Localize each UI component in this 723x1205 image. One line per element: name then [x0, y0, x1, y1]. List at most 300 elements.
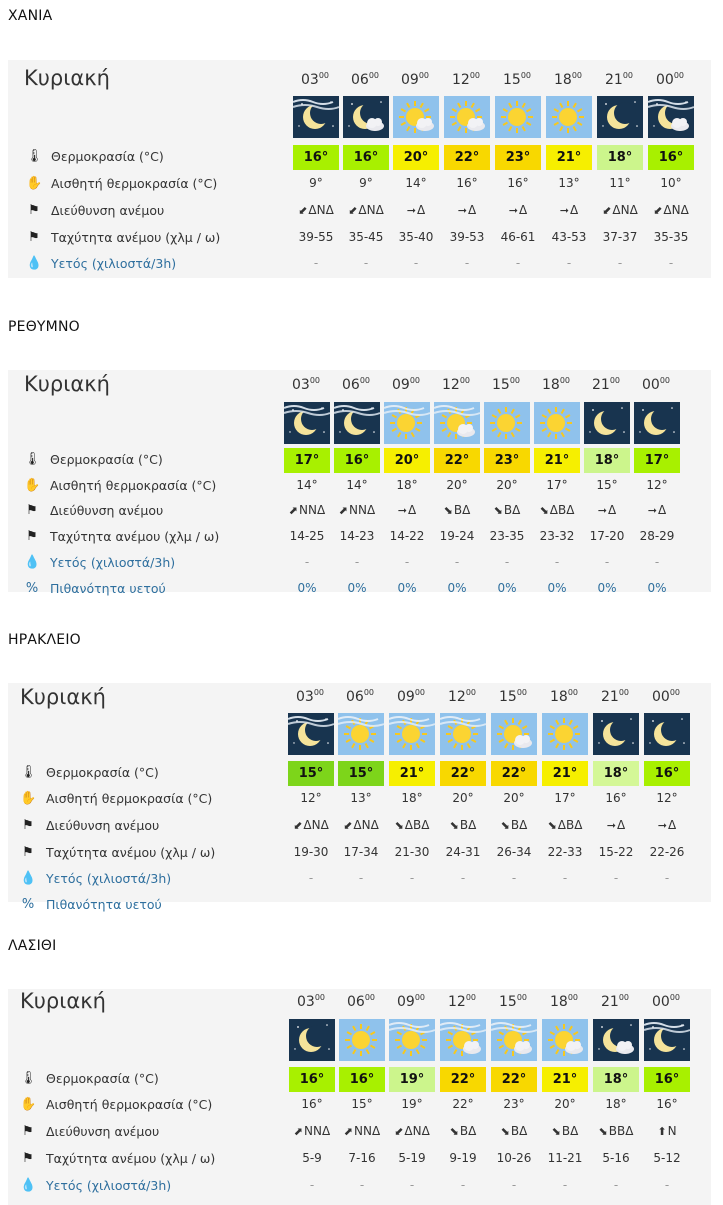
hour-value: 12: [447, 994, 466, 1010]
wind-direction-cell: [541, 1124, 589, 1138]
hour-header: [495, 71, 539, 88]
hour-value: 00: [651, 689, 670, 705]
hour-minutes: 00: [465, 993, 476, 1002]
rain-cell: -: [668, 256, 674, 270]
feels-like-cell: 9°: [309, 176, 323, 190]
hour-value: 15: [491, 377, 510, 393]
wind-speed-cell: 17-20: [589, 529, 625, 543]
rain-cell: -: [617, 256, 623, 270]
hand-icon: ✋: [20, 791, 37, 806]
sun-icon: [495, 96, 541, 138]
feels-like-cell: 20°: [452, 791, 474, 805]
wind-speed-cell: 10-26: [496, 1151, 532, 1165]
rain-cell: -: [554, 555, 560, 569]
hour-minutes: 00: [309, 376, 320, 385]
wind-direction-text: ΔΝΔ: [308, 203, 334, 217]
hour-header: [534, 376, 578, 393]
hour-value: 03: [291, 377, 310, 393]
hour-header: [491, 688, 535, 705]
rain-label: Υετός (χιλιοστά/3h): [50, 555, 176, 570]
wind-arrow-icon: ⬊: [449, 1125, 459, 1138]
wind-arrow-icon: ➞: [457, 204, 467, 217]
sun-cloud-icon: [542, 1019, 588, 1061]
wind-arrow-icon: ➞: [597, 504, 607, 517]
feels-like-cell: 16°: [456, 176, 478, 190]
wind-direction-text: ΒΒΔ: [608, 1124, 634, 1138]
rain-probability-cell: 0%: [647, 581, 667, 595]
hour-value: 12: [447, 689, 466, 705]
hour-header: [491, 993, 535, 1010]
rain-cell: -: [460, 871, 466, 885]
sun-icon: [534, 402, 580, 444]
feels-like-cell: 16°: [507, 176, 529, 190]
wind-speed-cell: 28-29: [639, 529, 675, 543]
wind-direction-text: ΒΔ: [459, 1124, 477, 1138]
wind-arrow-icon: ⬈: [343, 1125, 354, 1138]
speed-label: Ταχύτητα ανέμου (χλμ / ω): [46, 1151, 216, 1166]
hour-minutes: 00: [418, 71, 429, 80]
wind-direction-cell: [596, 203, 644, 217]
hour-header: [634, 376, 678, 393]
hour-header: [584, 376, 628, 393]
wind-speed-cell: 5-19: [398, 1151, 426, 1165]
wind-arrow-icon: ⬊: [443, 504, 453, 517]
hour-minutes: 00: [516, 993, 527, 1002]
hour-minutes: 00: [669, 688, 680, 697]
wind-speed-cell: 21-30: [394, 845, 430, 859]
wind-direction-text: ΔΒΔ: [557, 818, 583, 832]
wind-direction-cell: [288, 1124, 336, 1138]
moon-icon: [644, 713, 690, 755]
sun-haze-icon: [389, 1019, 435, 1061]
hour-minutes: 00: [618, 688, 629, 697]
rain-probability-cell: 0%: [597, 581, 617, 595]
wind-speed-cell: 39-53: [449, 230, 485, 244]
hour-header: [384, 376, 428, 393]
prob-label: Πιθανότητα υετού: [50, 581, 166, 596]
forecast-card: [8, 989, 711, 1205]
hour-value: 03: [295, 689, 314, 705]
sun-haze-icon: [338, 713, 384, 755]
hour-value: 00: [651, 994, 670, 1010]
wind-arrow-icon: ⬊: [500, 1125, 510, 1138]
wind-arrow-icon: ➞: [559, 204, 569, 217]
wind-direction-cell: [333, 503, 381, 517]
hour-header: [339, 993, 383, 1010]
feels-like-cell: 18°: [396, 478, 418, 492]
wind-speed-cell: 5-12: [653, 1151, 681, 1165]
hour-header: [597, 71, 641, 88]
feels-like-cell: 22°: [452, 1097, 474, 1111]
wind-direction-cell: [388, 1124, 436, 1138]
rain-cell: -: [654, 555, 660, 569]
rain-cell: -: [604, 555, 610, 569]
wind-arrow-icon: ⬈: [288, 504, 299, 517]
feels-like-cell: 12°: [300, 791, 322, 805]
rain-cell: -: [511, 871, 517, 885]
feels-like-cell: 19°: [401, 1097, 423, 1111]
wind-speed-cell: 9-19: [449, 1151, 477, 1165]
wind-speed-cell: 14-22: [389, 529, 425, 543]
hour-header: [440, 993, 484, 1010]
hour-value: 18: [549, 994, 568, 1010]
wind-direction-cell: [647, 203, 695, 217]
wind-speed-cell: 11-21: [547, 1151, 583, 1165]
wind-direction-cell: [643, 1124, 691, 1138]
temperature-cell: 18°: [597, 145, 643, 170]
temperature-cell: 16°: [648, 145, 694, 170]
moon-icon: [593, 713, 639, 755]
region-title: ΗΡΑΚΛΕΙΟ: [8, 632, 81, 648]
moon-icon: [289, 1019, 335, 1061]
feels-like-cell: 13°: [350, 791, 372, 805]
sun-haze-cloud-icon: [440, 1019, 486, 1061]
wind-speed-cell: 22-33: [547, 845, 583, 859]
hour-value: 12: [451, 72, 470, 88]
speed-label: Ταχύτητα ανέμου (χλμ / ω): [46, 845, 216, 860]
feels-like-cell: 16°: [301, 1097, 323, 1111]
feels-like-cell: 9°: [359, 176, 373, 190]
hour-header: [648, 71, 692, 88]
temperature-cell: 16°: [343, 145, 389, 170]
raindrop-icon: 💧: [26, 256, 43, 271]
hour-header: [644, 993, 688, 1010]
hour-value: 03: [296, 994, 315, 1010]
wind-direction-text: ΔΒΔ: [549, 503, 575, 517]
hour-header: [593, 688, 637, 705]
prob-label: Πιθανότητα υετού: [46, 897, 162, 912]
rain-probability-cell: 0%: [447, 581, 467, 595]
wind-direction-text: Δ: [617, 818, 626, 832]
hour-value: 06: [346, 994, 365, 1010]
wind-direction-cell: [583, 503, 631, 517]
feels-like-cell: 13°: [558, 176, 580, 190]
feels-like-cell: 17°: [546, 478, 568, 492]
hour-minutes: 00: [516, 688, 527, 697]
wind-direction-cell: [337, 818, 385, 832]
temperature-cell: 22°: [491, 761, 537, 786]
wind-arrow-icon: ➞: [397, 504, 407, 517]
wind-direction-text: ΔΝΔ: [404, 1124, 430, 1138]
temperature-cell: 16°: [644, 761, 690, 786]
rain-cell: -: [464, 256, 470, 270]
wind-speed-cell: 5-16: [602, 1151, 630, 1165]
wind-speed-cell: 15-22: [598, 845, 634, 859]
wind-arrow-icon: ➞: [647, 504, 657, 517]
rain-cell: -: [313, 256, 319, 270]
sun-icon: [542, 713, 588, 755]
region-title: ΛΑΣΙΘΙ: [8, 938, 57, 954]
hour-minutes: 00: [509, 376, 520, 385]
hand-icon: ✋: [24, 478, 41, 493]
hour-value: 06: [341, 377, 360, 393]
hour-minutes: 00: [520, 71, 531, 80]
wind-arrow-icon: ⬊: [547, 819, 557, 832]
wind-speed-cell: 39-55: [298, 230, 334, 244]
dir-label: Διεύθυνση ανέμου: [51, 203, 165, 218]
feels-like-cell: 11°: [609, 176, 631, 190]
wind-speed-cell: 35-35: [653, 230, 689, 244]
temperature-cell: 18°: [593, 1067, 639, 1092]
sun-cloud-icon: [444, 96, 490, 138]
hour-value: 06: [350, 72, 369, 88]
rain-probability-cell: 0%: [297, 581, 317, 595]
wind-direction-icon: ⚑: [28, 203, 40, 218]
sun-haze-icon: [389, 713, 435, 755]
raindrop-icon: 💧: [20, 1178, 37, 1193]
rain-probability-cell: 0%: [497, 581, 517, 595]
day-name: Κυριακή: [24, 66, 110, 90]
wind-direction-text: ΒΔ: [561, 1124, 579, 1138]
hour-minutes: 00: [469, 71, 480, 80]
hour-header: [289, 993, 333, 1010]
hour-value: 09: [400, 72, 419, 88]
rain-probability-cell: 0%: [397, 581, 417, 595]
wind-arrow-icon: ⬋: [343, 819, 353, 832]
feels-like-cell: 23°: [503, 1097, 525, 1111]
rain-cell: -: [354, 555, 360, 569]
wind-direction-text: Δ: [408, 503, 417, 517]
wind-direction-cell: [433, 503, 481, 517]
forecast-card: [8, 60, 711, 278]
rain-probability-cell: 0%: [347, 581, 367, 595]
wind-direction-cell: [633, 503, 681, 517]
speed-label: Ταχύτητα ανέμου (χλμ / ω): [51, 230, 221, 245]
hour-minutes: 00: [567, 688, 578, 697]
rain-cell: -: [566, 256, 572, 270]
thermometer-icon: 🌡: [26, 149, 43, 164]
hour-value: 15: [502, 72, 521, 88]
wind-direction-text: ΝΝΔ: [304, 1124, 331, 1138]
dir-label: Διεύθυνση ανέμου: [46, 818, 160, 833]
wind-direction-cell: [443, 203, 491, 217]
rain-cell: -: [562, 1178, 568, 1192]
hour-header: [434, 376, 478, 393]
temp-label: Θερμοκρασία (°C): [51, 149, 164, 164]
hour-header: [343, 71, 387, 88]
hour-value: 09: [391, 377, 410, 393]
rain-cell: -: [511, 1178, 517, 1192]
hour-minutes: 00: [609, 376, 620, 385]
sun-icon: [339, 1019, 385, 1061]
sun-haze-cloud-icon: [491, 1019, 537, 1061]
wind-direction-text: ΔΝΔ: [303, 818, 329, 832]
raindrop-icon: 💧: [24, 555, 41, 570]
hour-header: [546, 71, 590, 88]
wind-direction-cell: [494, 203, 542, 217]
flag-icon: ⚑: [22, 1151, 34, 1166]
temperature-cell: 17°: [634, 448, 680, 473]
hour-minutes: 00: [414, 688, 425, 697]
wind-direction-text: Δ: [668, 818, 677, 832]
rain-cell: -: [460, 1178, 466, 1192]
wind-arrow-icon: ⬈: [338, 504, 349, 517]
hour-minutes: 00: [559, 376, 570, 385]
wind-direction-cell: [283, 503, 331, 517]
rain-label: Υετός (χιλιοστά/3h): [46, 1178, 172, 1193]
hour-header: [389, 688, 433, 705]
hour-minutes: 00: [459, 376, 470, 385]
rain-cell: -: [613, 1178, 619, 1192]
hour-minutes: 00: [359, 376, 370, 385]
hour-minutes: 00: [318, 71, 329, 80]
wind-direction-cell: [439, 1124, 487, 1138]
forecast-card: [8, 683, 711, 912]
moon-cloud-icon: [343, 96, 389, 138]
wind-arrow-icon: ⬆: [657, 1125, 667, 1138]
hour-value: 12: [441, 377, 460, 393]
temperature-cell: 16°: [293, 145, 339, 170]
wind-speed-cell: 37-37: [602, 230, 638, 244]
hour-minutes: 00: [618, 993, 629, 1002]
flag-icon: ⚑: [22, 845, 34, 860]
feels-like-cell: 12°: [656, 791, 678, 805]
wind-direction-text: ΒΔ: [459, 818, 477, 832]
sun-haze-icon: [440, 713, 486, 755]
temperature-cell: 16°: [644, 1067, 690, 1092]
temperature-cell: 20°: [393, 145, 439, 170]
flag-icon: ⚑: [26, 529, 38, 544]
hour-header: [334, 376, 378, 393]
hour-value: 21: [600, 994, 619, 1010]
wind-speed-cell: 17-34: [343, 845, 379, 859]
sun-haze-cloud-icon: [434, 402, 480, 444]
feels-label: Αισθητή θερμοκρασία (°C): [50, 478, 217, 493]
dir-label: Διεύθυνση ανέμου: [46, 1124, 160, 1139]
hour-header: [644, 688, 688, 705]
temperature-cell: 23°: [484, 448, 530, 473]
wind-direction-text: ΝΝΔ: [349, 503, 376, 517]
wind-arrow-icon: ⬊: [394, 819, 404, 832]
hour-header: [389, 993, 433, 1010]
wind-speed-cell: 23-32: [539, 529, 575, 543]
wind-direction-text: ΒΔ: [453, 503, 471, 517]
rain-cell: -: [664, 1178, 670, 1192]
wind-direction-icon: ⚑: [22, 818, 34, 833]
wind-direction-text: ΒΔ: [510, 1124, 528, 1138]
temperature-cell: 16°: [334, 448, 380, 473]
feels-like-cell: 18°: [605, 1097, 627, 1111]
moon-haze-icon: [288, 713, 334, 755]
sun-cloud-icon: [393, 96, 439, 138]
feels-label: Αισθητή θερμοκρασία (°C): [46, 1097, 213, 1112]
wind-direction-cell: [439, 818, 487, 832]
temp-label: Θερμοκρασία (°C): [46, 765, 159, 780]
wind-direction-cell: [383, 503, 431, 517]
wind-direction-cell: [533, 503, 581, 517]
hour-value: 21: [600, 689, 619, 705]
feels-like-cell: 14°: [346, 478, 368, 492]
wind-direction-text: Δ: [570, 203, 579, 217]
feels-like-cell: 10°: [660, 176, 682, 190]
wind-speed-cell: 46-61: [500, 230, 536, 244]
hour-header: [484, 376, 528, 393]
wind-direction-cell: [490, 1124, 538, 1138]
wind-direction-cell: [388, 818, 436, 832]
wind-arrow-icon: ⬊: [539, 504, 549, 517]
wind-direction-text: ΒΔ: [510, 818, 528, 832]
wind-arrow-icon: ➞: [406, 204, 416, 217]
hour-value: 09: [396, 994, 415, 1010]
sun-haze-icon: [384, 402, 430, 444]
hour-value: 15: [498, 689, 517, 705]
moon-haze-icon: [334, 402, 380, 444]
wind-speed-cell: 19-24: [439, 529, 475, 543]
wind-arrow-icon: ➞: [606, 819, 616, 832]
rain-cell: -: [309, 1178, 315, 1192]
wind-arrow-icon: ⬊: [598, 1125, 608, 1138]
speed-label: Ταχύτητα ανέμου (χλμ / ω): [50, 529, 220, 544]
wind-speed-cell: 19-30: [293, 845, 329, 859]
wind-direction-cell: [483, 503, 531, 517]
hand-icon: ✋: [26, 176, 43, 191]
wind-arrow-icon: ⬋: [293, 819, 303, 832]
hour-minutes: 00: [363, 688, 374, 697]
feels-like-cell: 20°: [496, 478, 518, 492]
wind-speed-cell: 23-35: [489, 529, 525, 543]
wind-arrow-icon: ➞: [657, 819, 667, 832]
hour-header: [288, 688, 332, 705]
feels-like-cell: 15°: [596, 478, 618, 492]
feels-label: Αισθητή θερμοκρασία (°C): [46, 791, 213, 806]
wind-speed-cell: 14-25: [289, 529, 325, 543]
moon-haze-icon: [644, 1019, 690, 1061]
hour-minutes: 00: [314, 993, 325, 1002]
temperature-cell: 15°: [338, 761, 384, 786]
hour-minutes: 00: [364, 993, 375, 1002]
day-name: Κυριακή: [24, 372, 110, 396]
temperature-cell: 22°: [444, 145, 490, 170]
hour-header: [284, 376, 328, 393]
flag-icon: ⚑: [28, 230, 40, 245]
hour-minutes: 00: [567, 993, 578, 1002]
rain-cell: -: [515, 256, 521, 270]
temperature-cell: 18°: [584, 448, 630, 473]
hour-header: [542, 688, 586, 705]
wind-arrow-icon: ➞: [508, 204, 518, 217]
wind-arrow-icon: ⬋: [602, 204, 612, 217]
hour-value: 09: [396, 689, 415, 705]
hour-header: [542, 993, 586, 1010]
moon-icon: [584, 402, 630, 444]
rain-cell: -: [308, 871, 314, 885]
wind-direction-cell: [592, 1124, 640, 1138]
wind-direction-cell: [392, 203, 440, 217]
hour-header: [440, 688, 484, 705]
rain-cell: -: [404, 555, 410, 569]
wind-speed-cell: 35-45: [348, 230, 384, 244]
day-name: Κυριακή: [20, 989, 106, 1013]
sun-icon: [546, 96, 592, 138]
hand-icon: ✋: [20, 1097, 37, 1112]
wind-direction-icon: ⚑: [26, 503, 38, 518]
wind-direction-cell: [342, 203, 390, 217]
hour-minutes: 00: [313, 688, 324, 697]
temperature-cell: 19°: [389, 1067, 435, 1092]
wind-direction-text: Δ: [519, 203, 528, 217]
wind-direction-cell: [643, 818, 691, 832]
hour-minutes: 00: [673, 71, 684, 80]
region-title: ΧΑΝΙΑ: [8, 8, 53, 24]
wind-direction-cell: [490, 818, 538, 832]
wind-arrow-icon: ⬋: [394, 1125, 404, 1138]
wind-direction-cell: [287, 818, 335, 832]
wind-speed-cell: 43-53: [551, 230, 587, 244]
hour-value: 18: [541, 377, 560, 393]
dir-label: Διεύθυνση ανέμου: [50, 503, 164, 518]
wind-direction-text: ΔΝΔ: [353, 818, 379, 832]
moon-haze-icon: [293, 96, 339, 138]
